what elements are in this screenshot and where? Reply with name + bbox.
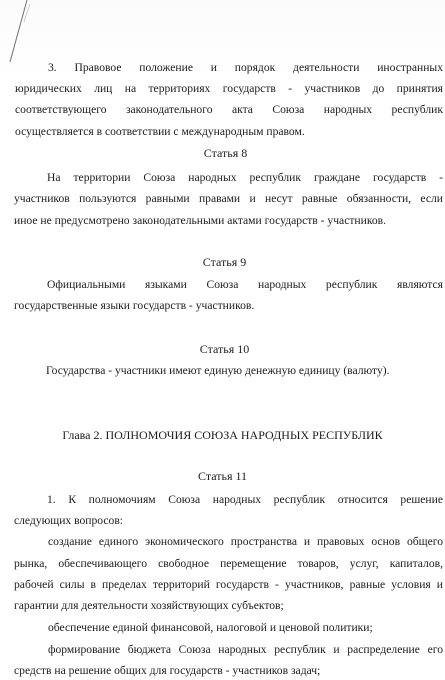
chapter-2-title: Глава 2. ПОЛНОМОЧИЯ СОЮЗА НАРОДНЫХ РЕСПУБЛИК [62, 428, 383, 442]
article-10-text: Государства - участники имеют единую денежную единицу (валюту). [46, 364, 390, 377]
text-line: рынка, обеспечивающего свободное перемещение товаров, услуг, капиталов, [14, 557, 443, 570]
text-line: участников пользуются равными правами и несут равные обязанности, если [14, 192, 443, 205]
article-8-title: Статья 8 [203, 146, 248, 160]
text-line: 3. Правовое положение и порядок деятельности иностранных [48, 61, 443, 74]
text-line: осуществляется в соответствии с международным правом. [15, 125, 305, 138]
article-9-title: Статья 9 [202, 255, 247, 269]
text-line: средств на решение общих для государств - участников задач; [14, 664, 321, 677]
text-line: обеспечение единой финансовой, налоговой и ценовой политики; [48, 621, 373, 634]
article-11-title: Статья 11 [197, 469, 248, 483]
text-line: соответствующего законодательного акта Союза народных республик [15, 103, 443, 116]
text-line: иное не предусмотрено законодательными актами государств - участников. [14, 214, 387, 227]
text-line: гарантии для деятельности хозяйствующих субъектов; [14, 599, 284, 612]
article-10-title: Статья 10 [199, 342, 250, 356]
text-line: формирование бюджета Союза народных республик и распределение его [48, 643, 443, 656]
text-line: На территории Союза народных республик граждане государств - [47, 171, 443, 184]
text-line: 1. К полномочиям Союза народных республик относится решение [47, 493, 443, 506]
text-line: создание единого экономического пространства и правовых основ общего [48, 535, 443, 548]
text-line: юридических лиц на территориях государств - участников до принятия [15, 82, 443, 95]
text-line: Официальными языками Союза народных республик являются [47, 278, 443, 291]
text-line: следующих вопросов: [14, 514, 124, 527]
text-line: рабочей силы в пределах территорий государств - участников, равные условия и [14, 578, 443, 591]
text-line: государственные языки государств - участников. [14, 299, 255, 312]
